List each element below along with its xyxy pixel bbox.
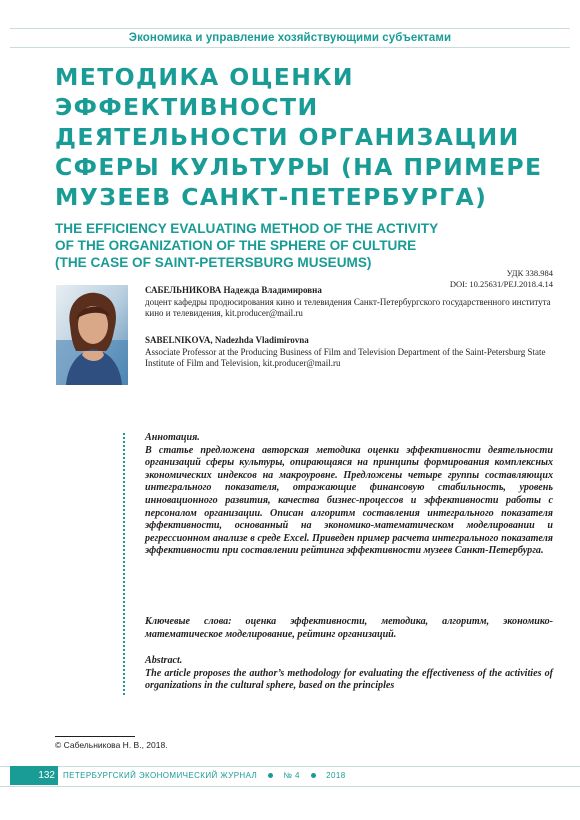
journal-name: ПЕТЕРБУРГСКИЙ ЭКОНОМИЧЕСКИЙ ЖУРНАЛ xyxy=(63,771,258,780)
journal-issue: № 4 xyxy=(283,771,300,780)
title-en-line: THE EFFICIENCY EVALUATING METHOD OF THE ACTIVITY xyxy=(55,221,439,236)
bullet-icon xyxy=(311,773,316,778)
author-info-ru xyxy=(145,285,555,320)
abstract-heading-ru: Аннотация. xyxy=(145,432,200,443)
title-en-line: (THE CASE OF SAINT-PETERSBURG MUSEUMS) xyxy=(55,255,372,270)
journal-footer xyxy=(63,766,346,785)
author-name-ru: САБЕЛЬНИКОВА Надежда Владимировна xyxy=(145,285,322,295)
bullet-icon xyxy=(268,773,273,778)
footnote-rule xyxy=(55,736,135,737)
abstract-dotted-rule xyxy=(123,433,125,695)
abstract-text-en: The article proposes the author’s methodology for evaluating the effectiveness of the activities of organizations in the cultural sphere, based on the principles xyxy=(145,667,553,692)
author-name-en: SABELNIKOVA, Nadezhda Vladimirovna xyxy=(145,335,309,345)
section-header: Экономика и управление хозяйствующими субъектами xyxy=(10,28,570,48)
title-en-line: OF THE ORGANIZATION OF THE SPHERE OF CULTURE xyxy=(55,238,417,253)
doi-code: DOI: 10.25631/PEJ.2018.4.14 xyxy=(449,279,553,289)
journal-year: 2018 xyxy=(326,771,346,780)
author-affiliation-en: Associate Professor at the Producing Business of Film and Television Department of the Saint-Petersburg State Institute of Film and Television, kit.producer@mail.ru xyxy=(145,346,546,368)
abstract-text-ru: В статье предложена авторская методика оценки эффективности деятельности организаций сферы культуры, опирающаяся на принципы формирования комплексных экономических индексов на макроуровне. Предложены четыре группы составляющих интегрального показателя, отражающие финансовую стабильность, уровень инновационного развития, качества бизнес-процессов и эффективности работы с персоналом организации. Описан алгоритм составления интегрального показателя эффективности, основанный на экономико-математическом моделировании и регрессионном анализе в среде Excel. Приведен пример расчета интегрального показателя эффективности при составлении рейтинга эффективности музеев Санкт-Петербурга. xyxy=(145,444,553,557)
article-title-en xyxy=(55,220,555,271)
author-photo xyxy=(56,285,128,385)
page-number: 132 xyxy=(10,766,58,785)
abstract-en xyxy=(145,655,553,693)
article-title-ru: МЕТОДИКА ОЦЕНКИ ЭФФЕКТИВНОСТИ ДЕЯТЕЛЬНОСТИ ОРГАНИЗАЦИИ СФЕРЫ КУЛЬТУРЫ (НА ПРИМЕРЕ МУЗЕЕВ САНКТ-ПЕТЕРБУРГА) xyxy=(55,63,543,211)
author-portrait-icon xyxy=(56,285,128,385)
abstract-heading-en: Abstract. xyxy=(145,655,183,666)
udc-code: УДК 338.984 xyxy=(506,268,553,278)
author-info-en xyxy=(145,335,555,370)
abstract-ru xyxy=(145,432,553,558)
copyright-footnote: © Сабельникова Н. В., 2018. xyxy=(55,740,168,750)
author-affiliation-ru: доцент кафедры продюсирования кино и телевидения Санкт-Петербургского государственного института кино и телевидения, kit.producer@mail.ru xyxy=(145,296,551,318)
keywords-ru: Ключевые слова: оценка эффективности, методика, алгоритм, экономико-математическое моделирование, рейтинг организаций. xyxy=(145,616,553,640)
